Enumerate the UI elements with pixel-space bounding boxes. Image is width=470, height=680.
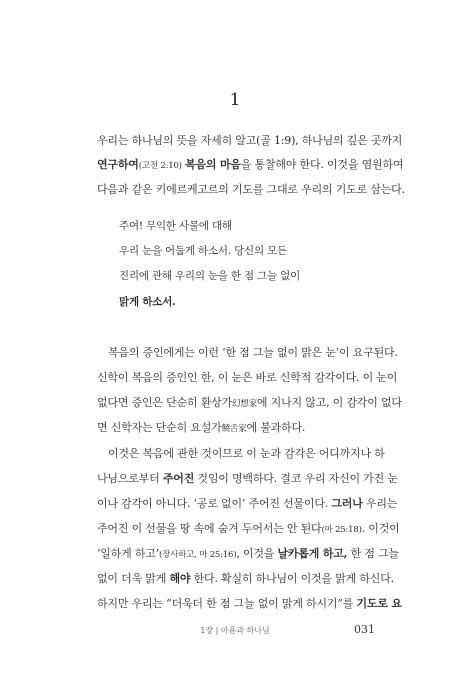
text: 하지만 우리는 “더욱더 한 점 그늘 없이 맑게 하시기”를: [97, 597, 357, 610]
prayer-line: 주여! 무익한 사물에 대해: [119, 220, 232, 232]
text: , 이것을: [236, 547, 278, 560]
paragraph-line: [97, 571, 394, 586]
paragraph-line: [97, 596, 402, 611]
emphasis-text: 연구하여: [97, 158, 139, 171]
emphasis-text: 해야: [169, 572, 191, 585]
page-footer: [0, 623, 470, 637]
text: ‘일하게 하고’: [97, 547, 160, 560]
hanja-gloss: 幻想家: [232, 399, 257, 409]
text: 을 통찰해야 한다. 이것을 염원하여: [240, 158, 404, 171]
paragraph-line: [97, 182, 405, 197]
text: 에 지나지 않고, 이 감각이 없다: [256, 396, 402, 409]
paragraph-line: [97, 133, 402, 148]
text: 면 신학자는 단순히 요설가: [97, 421, 222, 434]
text: . 이것이: [361, 522, 400, 535]
emphasis-text: 주어진: [162, 472, 195, 485]
emphasis-text: 복음의 마음: [185, 158, 241, 171]
paragraph-line: [97, 546, 399, 563]
emphasis-text: 그러나: [331, 497, 363, 510]
text: 것임이 명백하다. 결코 우리 자신이 가진 눈: [194, 472, 398, 485]
paragraph-line: 신학이 복음의 증인인 한, 이 눈은 바로 신학적 감각이다. 이 눈이: [97, 371, 398, 384]
paragraph-line: [97, 395, 402, 412]
reference: (마 25:18): [321, 525, 362, 535]
paragraph-line: [97, 471, 398, 486]
running-footer-chapter: 1장 | 아픔과 하나님: [200, 626, 270, 635]
text: 우리는: [362, 497, 398, 510]
text: 한다. 확실히 하나님이 이것을 맑게 하신다.: [190, 572, 394, 585]
emphasis-text: 기도로 요: [356, 597, 402, 610]
paragraph-line: [97, 521, 400, 538]
reference: (장사하고, 마 25:16): [159, 550, 237, 560]
prayer-line: 맑게 하소서.: [119, 296, 176, 308]
page-number: 031: [354, 623, 375, 636]
text: 다음과 같은 키에르케고르의 기도를 그대로 우리의 기도로 삼는다.: [97, 183, 405, 196]
text: 나님으로부터: [97, 472, 163, 485]
paragraph-line: [97, 157, 403, 174]
paragraph-line: 복음의 증인에게는 이런 ‘한 점 그늘 없이 맑은 눈’이 요구된다.: [108, 346, 398, 359]
paragraph-line: [97, 496, 397, 511]
paragraph-line: [97, 420, 305, 437]
text: 없이 더욱 맑게: [97, 572, 170, 585]
prayer-line: 진리에 관해 우리의 눈을 한 점 그늘 없이: [119, 270, 301, 282]
text: 한 점 그늘: [347, 547, 399, 560]
reference: (고전 2:10): [138, 161, 182, 171]
text: 주어진 이 선물을 땅 속에 숨겨 두어서는 안 된다: [97, 522, 322, 535]
prayer-line: 우리 눈을 어둡게 하소서. 당신의 모든: [119, 245, 287, 257]
hanja-gloss: 饒舌家: [221, 424, 247, 434]
text: 없다면 증인은 단순히 환상가: [97, 396, 233, 409]
text: 우리는 하나님의 뜻을 자세히 알고(골 1:9), 하나님의 깊은 곳까지: [97, 134, 403, 147]
text: 이나 감각이 아니다. ‘공로 없이’ 주어진 선물이다.: [97, 497, 332, 510]
paragraph-line: 이것은 복음에 관한 것이므로 이 눈과 감각은 어디까지나 하: [108, 447, 385, 460]
text: 에 불과하다.: [246, 421, 306, 434]
emphasis-text: 날카롭게 하고,: [277, 547, 348, 560]
chapter-number: 1: [229, 90, 241, 110]
